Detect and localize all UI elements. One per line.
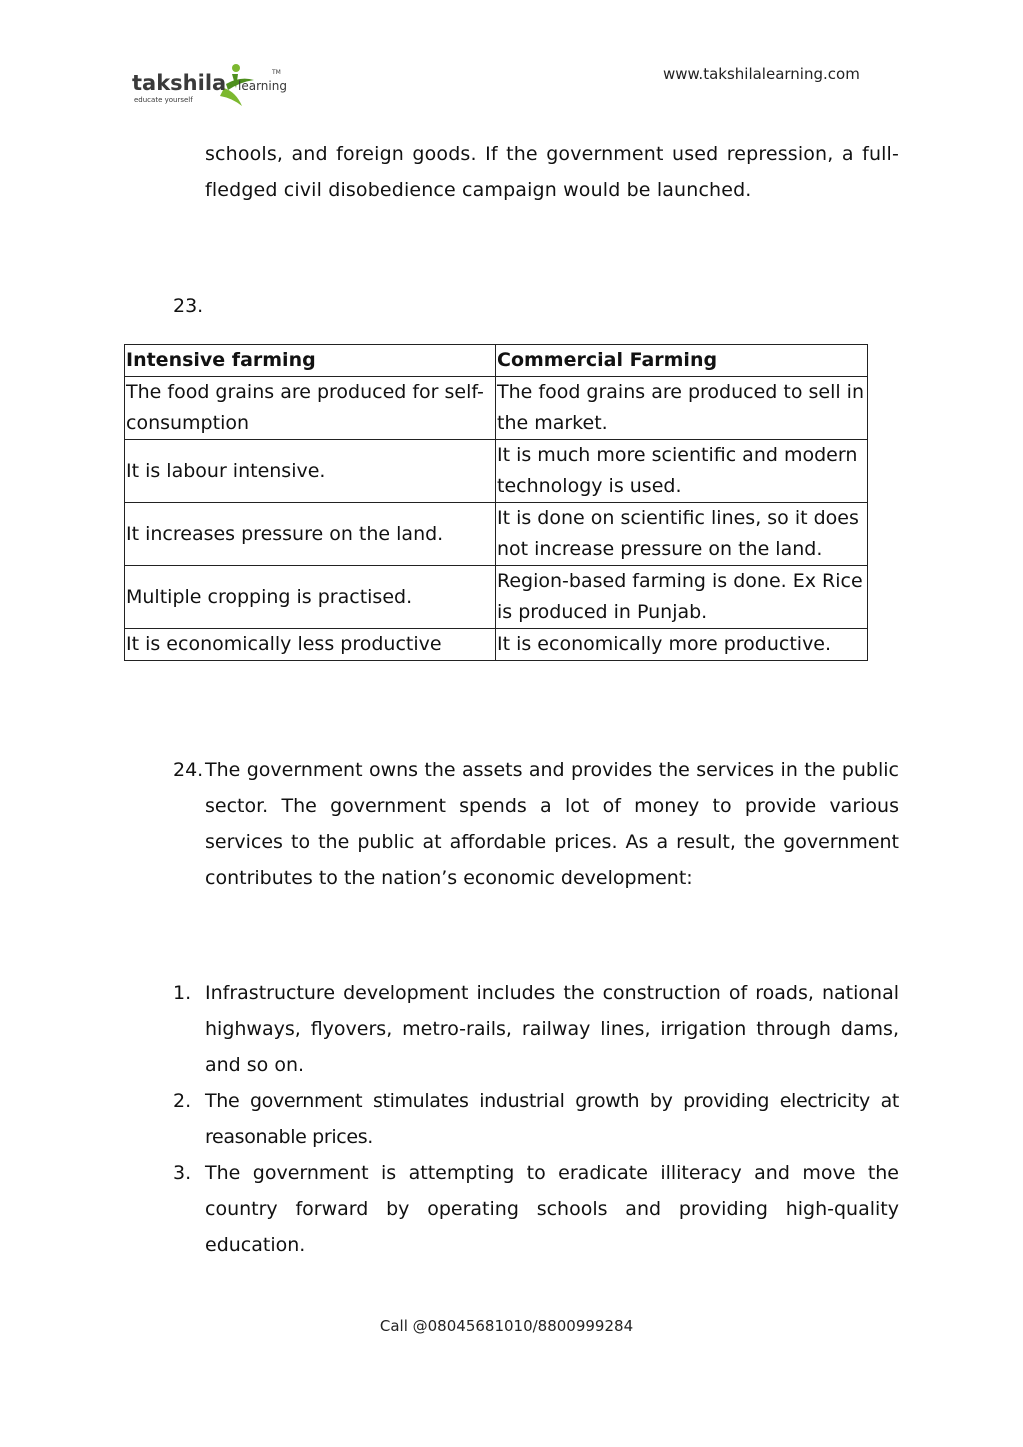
table-cell: It is much more scientific and modern technology is used. [496, 440, 868, 503]
table-row [125, 503, 868, 566]
table-cell: It is done on scientific lines, so it does not increase pressure on the land. [496, 503, 868, 566]
farming-comparison-table [124, 344, 868, 661]
table-row [125, 377, 868, 440]
list-item-text: The government stimulates industrial growth by providing electricity at reasonable prices. [205, 1090, 899, 1148]
intro-paragraph: schools, and foreign goods. If the government used repression, a full-fledged civil disobedience campaign would be launched. [205, 143, 899, 201]
table-cell: The food grains are produced to sell in the market. [496, 377, 868, 440]
table-row [125, 440, 868, 503]
list-item [173, 1155, 899, 1263]
list-item-number: 2. [173, 1090, 192, 1112]
table-row [125, 566, 868, 629]
list-item [173, 975, 899, 1083]
table-header-cell: Intensive farming [125, 345, 496, 377]
question-23-number: 23. [173, 295, 204, 317]
table-header-row [125, 345, 868, 377]
footer-contact: Call @08045681010/8800999284 [379, 1317, 634, 1335]
takshila-logo[interactable] [132, 58, 287, 110]
table-row [125, 629, 868, 661]
list-item-text: The government is attempting to eradicate illiteracy and move the country forward by operating schools and providing high-quality education. [205, 1162, 899, 1256]
list-item [173, 1083, 899, 1155]
question-24-number: 24. [173, 759, 204, 781]
table-cell: The food grains are produced for self-consumption [125, 377, 496, 440]
table-cell: Multiple cropping is practised. [125, 566, 496, 629]
logo-graphic [132, 58, 287, 110]
svg-text:learning: learning [238, 79, 287, 93]
list-item-number: 3. [173, 1162, 192, 1184]
svg-text:TM: TM [272, 69, 281, 76]
table-cell: It increases pressure on the land. [125, 503, 496, 566]
table-cell: It is economically more productive. [496, 629, 868, 661]
site-url[interactable]: www.takshilalearning.com [663, 65, 860, 83]
svg-text:educate yourself: educate yourself [134, 96, 193, 104]
list-item-text: Infrastructure development includes the construction of roads, national highways, flyovers, metro-rails, railway lines, irrigation through dams, and so on. [205, 982, 899, 1076]
question-24-paragraph: The government owns the assets and provides the services in the public sector. The government spends a lot of money to provide various services to the public at affordable prices. As a result, the government contributes to the nation’s economic development: [205, 759, 899, 889]
table-header-cell: Commercial Farming [496, 345, 868, 377]
table-cell: It is economically less productive [125, 629, 496, 661]
question-24 [173, 752, 899, 896]
svg-text:takshila: takshila [132, 71, 227, 95]
table-cell: It is labour intensive. [125, 440, 496, 503]
table-cell: Region-based farming is done. Ex Rice is produced in Punjab. [496, 566, 868, 629]
list-item-number: 1. [173, 982, 192, 1004]
